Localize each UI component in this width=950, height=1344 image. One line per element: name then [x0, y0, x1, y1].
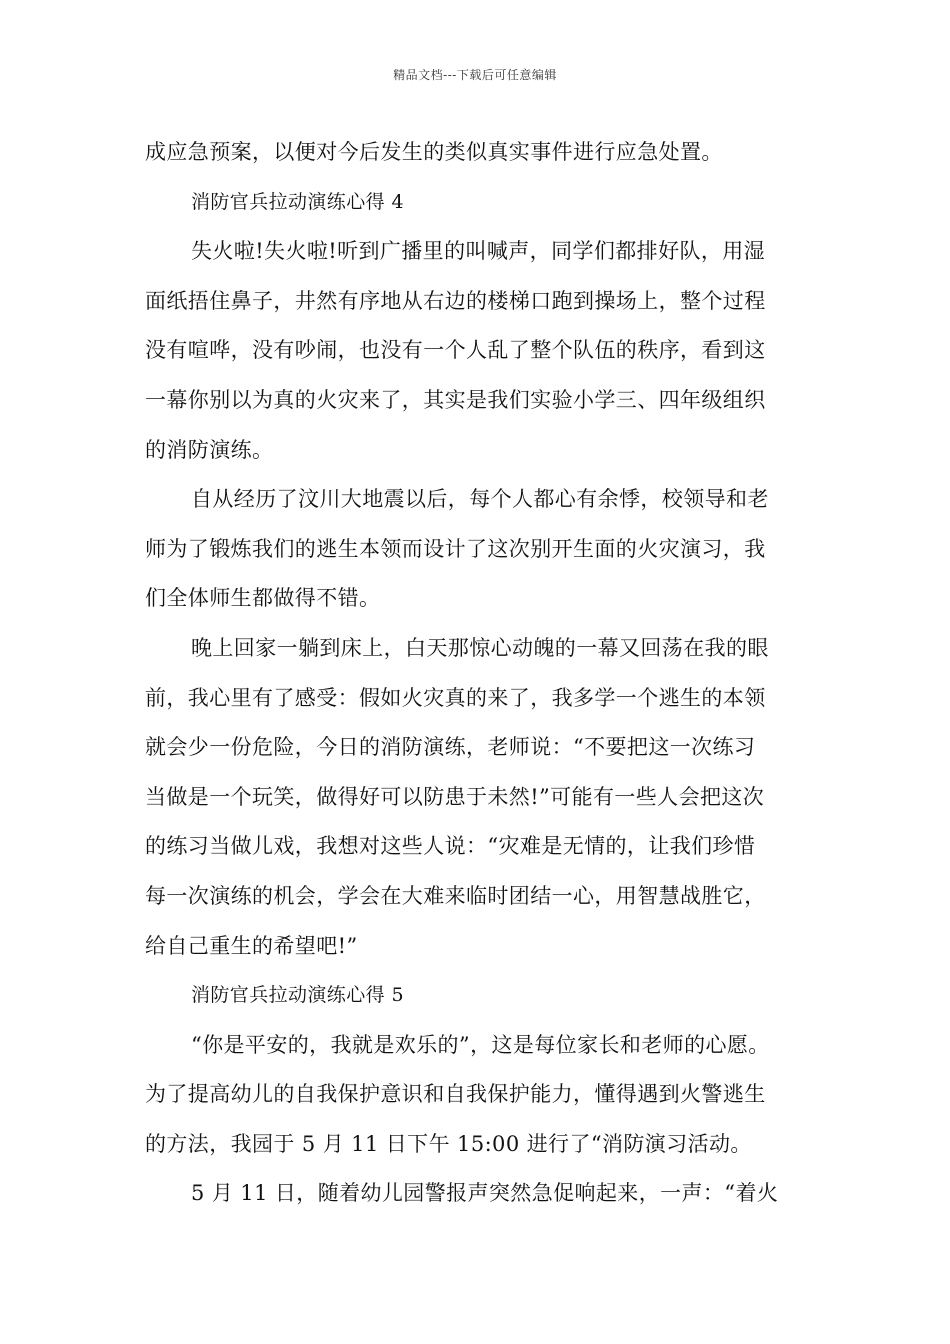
- page-header: 精品文档---下载后可任意编辑: [393, 68, 557, 82]
- paragraph-line: 5 月 11 日，随着幼儿园警报声突然急促响起来，一声：“着火: [191, 1181, 779, 1206]
- paragraph-line: 面纸捂住鼻子，井然有序地从右边的楼梯口跑到操场上，整个过程: [145, 288, 766, 313]
- paragraph-line: 失火啦!失火啦!听到广播里的叫喊声，同学们都排好队，用湿: [191, 239, 766, 264]
- paragraph-line: 的消防演练。: [145, 437, 274, 462]
- paragraph-line: 前，我心里有了感受：假如火灾真的来了，我多学一个逃生的本领: [145, 685, 766, 710]
- paragraph-line: 晚上回家一躺到床上，白天那惊心动魄的一幕又回荡在我的眼: [191, 635, 769, 660]
- paragraph-line: 一幕你别以为真的火灾来了，其实是我们实验小学三、四年级组织: [145, 387, 766, 412]
- section-heading: 消防官兵拉动演练心得 5: [191, 984, 404, 1007]
- paragraph-line: 的方法，我园于 5 月 11 日下午 15:00 进行了“消防演习活动。: [145, 1131, 752, 1156]
- paragraph-line: 自从经历了汶川大地震以后，每个人都心有余悸，校领导和老: [191, 487, 769, 512]
- paragraph-line: 师为了锻炼我们的逃生本领而设计了这次别开生面的火灾演习，我: [145, 536, 766, 561]
- paragraph-line: 给自己重生的希望吧!”: [145, 933, 358, 958]
- paragraph-line: 就会少一份危险，今日的消防演练，老师说：“不要把这一次练习: [145, 735, 756, 760]
- document-body: [145, 128, 815, 1219]
- paragraph-line: 每一次演练的机会，学会在大难来临时团结一心，用智慧战胜它，: [145, 883, 766, 908]
- paragraph-line: “你是平安的，我就是欢乐的”，这是每位家长和老师的心愿。: [191, 1032, 770, 1057]
- paragraph-line: 没有喧哗，没有吵闹，也没有一个人乱了整个队伍的秩序，看到这: [145, 338, 766, 363]
- paragraph-line: 的练习当做儿戏，我想对这些人说：“灾难是无情的，让我们珍惜: [145, 834, 756, 859]
- paragraph-line: 为了提高幼儿的自我保护意识和自我保护能力，懂得遇到火警逃生: [145, 1082, 766, 1107]
- paragraph-line: 成应急预案，以便对今后发生的类似真实事件进行应急处置。: [145, 140, 723, 164]
- paragraph-line: 当做是一个玩笑，做得好可以防患于未然!”可能有一些人会把这次: [145, 784, 765, 809]
- section-heading: 消防官兵拉动演练心得 4: [191, 190, 404, 213]
- paragraph-line: 们全体师生都做得不错。: [145, 586, 381, 611]
